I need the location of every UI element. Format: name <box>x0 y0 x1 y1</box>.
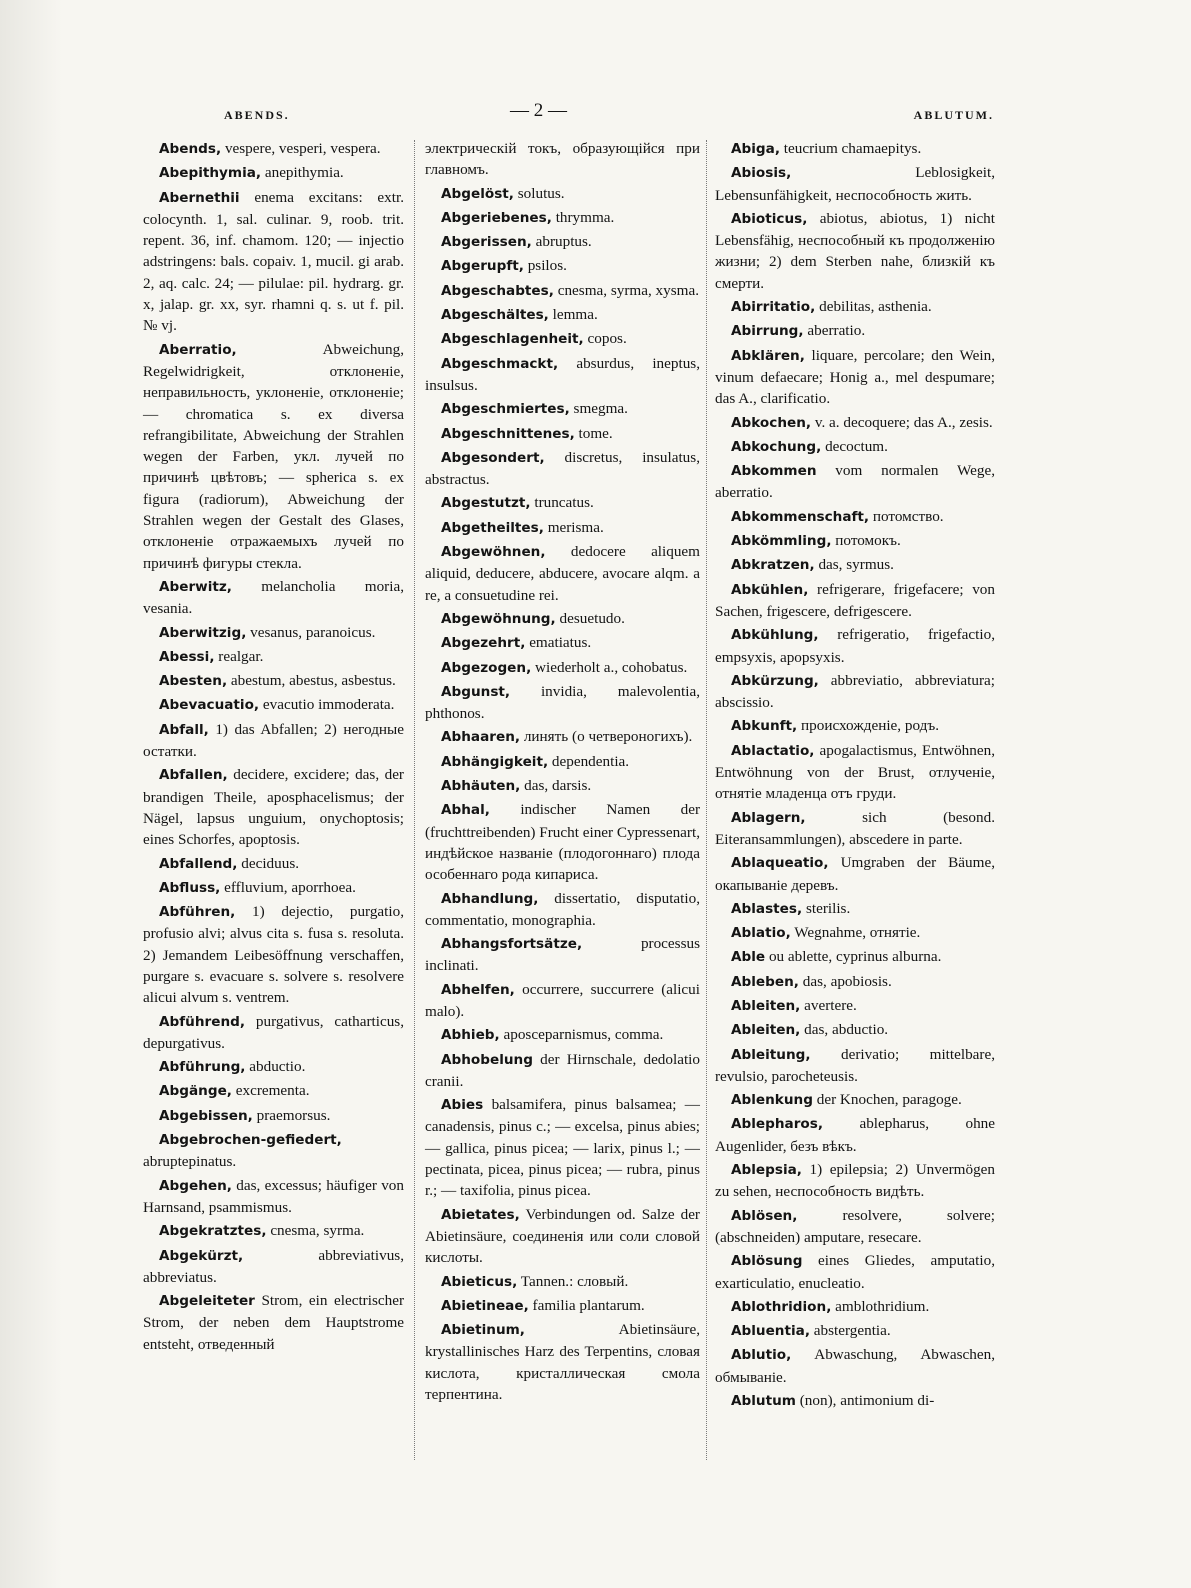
entry-headword: Abernethii <box>159 189 240 206</box>
entry-definition: потомокъ. <box>831 532 901 550</box>
dictionary-entry <box>715 162 995 206</box>
dictionary-entry <box>143 339 404 574</box>
entry-headword: Abietineae, <box>441 1297 529 1314</box>
entry-definition: occurrere, succurrere (alicui malo). <box>425 980 700 1020</box>
entry-headword: Ableiten, <box>731 1022 801 1039</box>
entry-headword: Abgeleiteter <box>159 1293 255 1310</box>
dictionary-entry <box>715 138 995 160</box>
dictionary-entry <box>425 328 700 350</box>
entry-definition: das, abductio. <box>800 1021 889 1039</box>
dictionary-entry <box>715 971 995 993</box>
entry-definition: amblothridium. <box>831 1297 930 1315</box>
entry-headword: Abhal, <box>441 802 490 819</box>
dictionary-entry <box>715 670 995 714</box>
entry-definition: vesanus, paranoicus. <box>246 623 376 641</box>
dictionary-entry <box>425 1204 700 1269</box>
entry-headword: Abhangsfortsätze, <box>441 936 583 953</box>
dictionary-entry <box>425 541 700 606</box>
entry-headword: Abgeschnittenes, <box>441 425 575 442</box>
entry-definition: absurdus, ineptus, insulsus. <box>425 354 700 394</box>
entry-definition: lemma. <box>548 306 598 324</box>
dictionary-entry <box>715 554 995 576</box>
entry-definition: avertere. <box>800 996 857 1014</box>
entry-headword: Abiga, <box>731 141 780 157</box>
dictionary-entry <box>425 207 700 229</box>
dictionary-entry <box>715 320 995 342</box>
dictionary-entry <box>143 1175 404 1219</box>
entry-definition: realgar. <box>214 647 264 665</box>
dictionary-entry <box>143 1129 404 1173</box>
entry-definition: solutus. <box>513 184 565 202</box>
dictionary-entry <box>425 1094 700 1201</box>
entry-definition: линять (о четвероногихъ). <box>520 728 693 746</box>
entry-definition: abruptus. <box>531 233 592 251</box>
dictionary-entry <box>715 898 995 920</box>
entry-headword: Abioticus, <box>731 210 808 227</box>
entry-definition: refrigeratio, frigefactio, empsyxis, apopsyxis. <box>715 626 995 666</box>
dictionary-entry <box>715 1089 995 1111</box>
entry-definition: truncatus. <box>530 494 594 512</box>
dictionary-entry <box>425 775 700 797</box>
dictionary-entry <box>715 208 995 294</box>
dictionary-entry <box>715 530 995 552</box>
entry-headword: Ableitung, <box>731 1046 811 1063</box>
dictionary-entry <box>143 877 404 899</box>
entry-headword: Abgebrochen-gefiedert, <box>159 1132 342 1149</box>
entry-headword: Abkühlung, <box>731 627 819 644</box>
dictionary-entry <box>143 694 404 716</box>
entry-definition: effluvium, aporrhoea. <box>220 878 356 896</box>
entry-headword: Ablothridion, <box>731 1298 832 1315</box>
dictionary-entry <box>715 946 995 968</box>
dictionary-entry <box>425 447 700 491</box>
dictionary-entry <box>715 740 995 805</box>
dictionary-entry <box>715 1296 995 1318</box>
dictionary-entry <box>715 506 995 528</box>
entry-headword: Ablösen, <box>731 1207 798 1224</box>
entry-headword: Abietates, <box>441 1206 520 1223</box>
entry-headword: Ablösung <box>731 1253 803 1270</box>
entry-definition: desuetudo. <box>555 609 625 627</box>
dictionary-entry <box>425 799 700 885</box>
dictionary-entry <box>425 888 700 932</box>
dictionary-entry <box>425 280 700 302</box>
entry-headword: Abiosis, <box>731 165 792 182</box>
dictionary-entry <box>715 1250 995 1294</box>
entry-definition: vom normalen Wege, aberratio. <box>715 462 995 502</box>
entry-headword: Abgewöhnung, <box>441 610 556 627</box>
dictionary-entry <box>425 138 700 181</box>
dictionary-entry <box>143 1056 404 1078</box>
dictionary-entry <box>425 751 700 773</box>
dictionary-entry <box>715 922 995 944</box>
entry-headword: Abietinum, <box>441 1322 525 1339</box>
entry-definition: copos. <box>583 330 627 348</box>
entry-headword: Abhobelung <box>441 1051 533 1068</box>
entry-definition: cnesma, syrma, xysma. <box>553 281 699 299</box>
entry-definition: merisma. <box>543 518 604 536</box>
dictionary-entry <box>143 1080 404 1102</box>
entry-headword: Abgerupft, <box>441 258 524 275</box>
entry-definition: sich (besond. Eiteransammlungen), abscedere in parte. <box>715 808 995 848</box>
entry-headword: Abevacuatio, <box>159 697 260 714</box>
dictionary-entry <box>425 517 700 539</box>
column-divider <box>414 140 415 1460</box>
dictionary-entry <box>143 764 404 850</box>
entry-headword: Abgänge, <box>159 1083 232 1100</box>
entry-definition: invidia, malevolentia, phthonos. <box>425 682 700 723</box>
entry-definition: Umgraben der Bäume, окапываніе деревъ. <box>715 854 995 894</box>
entry-headword: Abgestutzt, <box>441 495 531 512</box>
entry-headword: Abgekürzt, <box>159 1247 244 1264</box>
entry-headword: Abies <box>441 1097 484 1114</box>
dictionary-entry <box>425 1049 700 1093</box>
entry-headword: Abgunst, <box>441 683 511 700</box>
dictionary-entry <box>715 436 995 458</box>
dictionary-entry <box>425 681 700 725</box>
entry-definition: der Hirnschale, dedolatio cranii. <box>425 1050 700 1090</box>
entry-definition: das, excessus; häufiger von Harnsand, psammismus. <box>143 1176 404 1216</box>
entry-definition: abbreviativus, abbreviatus. <box>143 1246 404 1286</box>
entry-definition: электрическій токъ, образующійся при главномъ. <box>425 140 700 179</box>
entry-headword: Abklären, <box>731 347 805 364</box>
entry-definition: apogalactismus, Entwöhnen, Entwöhnung von der Brust, отлученіе, отнятіе младенца отъ груди. <box>715 741 995 803</box>
dictionary-entry <box>143 162 404 184</box>
entry-headword: Abends, <box>159 141 222 157</box>
entry-headword: Ablatio, <box>731 925 791 942</box>
entry-headword: Abgehen, <box>159 1177 232 1194</box>
entry-headword: Abgezogen, <box>441 659 532 676</box>
entry-headword: Abkochung, <box>731 438 822 455</box>
entry-definition: Verbindungen od. Salze der Abietinsäure, соединенія или соли словой кислоты. <box>425 1205 700 1267</box>
dictionary-entry <box>425 1024 700 1046</box>
entry-definition: refrigerare, frigefacere; von Sachen, frigescere, defrigescere. <box>715 580 995 620</box>
dictionary-entry <box>715 715 995 737</box>
entry-definition: abstergentia. <box>809 1322 891 1340</box>
entry-definition: balsamifera, pinus balsamea; — canadensis, pinus c.; — excelsa, pinus abies; — gallica, pinus picea; — larix, pinus l.; — pectinata, picea, pinus picea; — rubra, pinus r.; — taxifolia, pinus picea. <box>425 1096 700 1200</box>
page-number: — 2 — <box>510 100 567 121</box>
entry-headword: Abkommenschaft, <box>731 508 870 525</box>
entry-headword: Abhandlung, <box>441 890 539 907</box>
column-divider <box>706 140 707 1460</box>
entry-headword: Ablagern, <box>731 809 806 826</box>
entry-definition: das, darsis. <box>520 777 592 795</box>
entry-definition: ou ablette, cyprinus alburna. <box>765 948 942 966</box>
entry-definition: tome. <box>574 424 613 442</box>
entry-headword: Abgerissen, <box>441 234 532 251</box>
entry-headword: Abführung, <box>159 1059 246 1076</box>
dictionary-entry <box>143 1220 404 1242</box>
column-3 <box>715 138 995 1414</box>
dictionary-entry <box>425 608 700 630</box>
column-2 <box>425 138 700 1407</box>
entry-headword: Abkochen, <box>731 414 812 431</box>
entry-definition: praemorsus. <box>252 1106 331 1124</box>
dictionary-entry <box>425 632 700 654</box>
entry-definition: 1) das Abfallen; 2) негодные остатки. <box>143 720 404 761</box>
entry-definition: purgativus, catharticus, depurgativus. <box>143 1012 404 1052</box>
dictionary-entry <box>715 1044 995 1088</box>
entry-definition: dedocere aliquem aliquid, deducere, abducere, avocare alqm. a re, a consuetudine rei. <box>425 543 700 604</box>
entry-headword: Abführen, <box>159 904 236 921</box>
entry-definition: excrementa. <box>231 1082 310 1100</box>
entry-headword: Abirrung, <box>731 323 804 340</box>
entry-headword: Abgeschmackt, <box>441 355 559 372</box>
dictionary-entry <box>425 398 700 420</box>
dictionary-entry <box>143 138 404 160</box>
entry-definition: indischer Namen der (fruchttreibenden) Frucht einer Cypressenart, индѣйское названіе (плодогоннаго) плода особеннаго рода кипариса. <box>425 801 700 884</box>
entry-headword: Ablepsia, <box>731 1162 802 1179</box>
dictionary-entry <box>715 807 995 851</box>
entry-definition: decoctum. <box>821 437 888 455</box>
entry-headword: Ablutio, <box>731 1347 792 1364</box>
entry-headword: Abkommen <box>731 463 817 480</box>
entry-definition: abiotus, abiotus, 1) nicht Lebensfähig, неспособный къ продолженію жизни; 2) dem Sterben nahe, близкій къ смерти. <box>715 209 995 292</box>
entry-headword: Abgeschältes, <box>441 307 549 324</box>
entry-headword: Ableiten, <box>731 997 801 1014</box>
entry-definition: der Knochen, paragoge. <box>812 1091 962 1109</box>
dictionary-entry <box>715 995 995 1017</box>
entry-headword: Abesten, <box>159 673 228 690</box>
entry-definition: Abietinsäure, krystallinisches Harz des Terpentins, словая кислота, кристаллическая смола терпентина. <box>425 1321 700 1404</box>
dictionary-entry <box>715 1159 995 1203</box>
entry-headword: Abgesondert, <box>441 449 545 466</box>
dictionary-entry <box>143 1105 404 1127</box>
entry-definition: abbreviatio, abbreviatura; abscissio. <box>715 671 995 712</box>
entry-headword: Abkühlen, <box>731 581 809 598</box>
dictionary-entry <box>715 1113 995 1157</box>
entry-headword: Abkunft, <box>731 718 798 735</box>
dictionary-entry <box>715 1205 995 1249</box>
entry-definition: 1) dejectio, purgatio, profusio alvi; alvus cita s. fusa s. resoluta. 2) Jemandem Leibesöffnung verschaffen, purgare s. evacuare s. solvere s. resolvere alicui alvum s. ventrem. <box>143 903 404 1007</box>
entry-definition: processus inclinati. <box>425 935 700 975</box>
entry-headword: Abessi, <box>159 648 215 665</box>
dictionary-entry <box>425 304 700 326</box>
dictionary-entry <box>143 853 404 875</box>
dictionary-entry <box>425 231 700 253</box>
entry-definition: discretus, insulatus, abstractus. <box>425 448 700 489</box>
dictionary-entry <box>715 345 995 410</box>
entry-headword: Abhängigkeit, <box>441 753 549 770</box>
entry-headword: Abirritatio, <box>731 299 816 316</box>
page-edge-shade <box>0 0 62 1588</box>
entry-definition: aberratio. <box>803 322 866 340</box>
entry-definition: (non), antimonium di- <box>795 1392 935 1410</box>
running-head-right: ABLUTUM. <box>913 108 994 122</box>
entry-definition: Leblosigkeit, Lebensunfähigkeit, неспособность жить. <box>715 164 995 204</box>
entry-headword: Aberwitz, <box>159 578 232 595</box>
entry-definition: Wegnahme, отнятіе. <box>790 924 921 942</box>
entry-headword: Abgetheiltes, <box>441 519 544 536</box>
entry-headword: Abführend, <box>159 1013 246 1030</box>
dictionary-entry <box>425 492 700 514</box>
entry-definition: ematiatus. <box>525 634 592 652</box>
entry-headword: Ablutum <box>731 1393 796 1410</box>
dictionary-entry <box>143 719 404 763</box>
entry-headword: Abgelöst, <box>441 185 514 202</box>
entry-headword: Able <box>731 949 766 966</box>
entry-headword: Abfall, <box>159 721 209 738</box>
entry-headword: Abfluss, <box>159 879 221 896</box>
entry-headword: Abhelfen, <box>441 981 515 998</box>
entry-definition: debilitas, asthenia. <box>815 298 932 316</box>
entry-headword: Abhaaren, <box>441 729 521 746</box>
entry-definition: cnesma, syrma. <box>266 1222 365 1240</box>
dictionary-entry <box>715 1019 995 1041</box>
page-header <box>138 100 1000 126</box>
entry-headword: Abkratzen, <box>731 557 815 574</box>
entry-definition: smegma. <box>569 400 628 418</box>
entry-headword: Abhäuten, <box>441 778 521 795</box>
dictionary-entry <box>143 1245 404 1289</box>
dictionary-entry <box>715 296 995 318</box>
entry-headword: Abgeschmiertes, <box>441 401 570 418</box>
entry-headword: Abkürzung, <box>731 672 819 689</box>
entry-definition: abestum, abestus, asbestus. <box>227 672 396 690</box>
dictionary-entry <box>715 624 995 668</box>
dictionary-entry <box>715 412 995 434</box>
entry-headword: Ablaqueatio, <box>731 855 829 872</box>
dictionary-entry <box>715 1390 995 1412</box>
dictionary-entry <box>715 1344 995 1388</box>
dictionary-entry <box>425 657 700 679</box>
dictionary-entry <box>715 1320 995 1342</box>
entry-definition: потомство. <box>869 507 944 525</box>
entry-definition: das, syrmus. <box>814 556 894 574</box>
entry-definition: psilos. <box>523 257 567 275</box>
entry-headword: Abhieb, <box>441 1027 500 1044</box>
entry-definition: liquare, percolare; den Wein, vinum defaecare; Honig a., mel despumare; das A., clarificatio. <box>715 346 995 408</box>
dictionary-entry <box>143 622 404 644</box>
entry-definition: abductio. <box>245 1058 306 1076</box>
dictionary-entry <box>425 1319 700 1405</box>
entry-definition: eines Gliedes, amputatio, exarticulatio, enucleatio. <box>715 1252 995 1292</box>
entry-definition: thrymma. <box>551 208 615 226</box>
entry-definition: Strom, ein electrischer Strom, der neben dem Hauptstrome entsteht, отведенный <box>143 1292 404 1353</box>
entry-definition: sterilis. <box>802 899 851 917</box>
entry-definition: wiederholt a., cohobatus. <box>531 658 688 676</box>
entry-definition: teucrium chamaepitys. <box>779 140 922 157</box>
entry-definition: vespere, vesperi, vespera. <box>221 140 381 157</box>
dictionary-entry <box>425 423 700 445</box>
entry-headword: Abfallen, <box>159 767 228 784</box>
dictionary-entry <box>143 901 404 1008</box>
dictionary-entry <box>143 646 404 668</box>
dictionary-entry <box>143 576 404 620</box>
entry-definition: melancholia moria, vesania. <box>143 577 404 618</box>
entry-headword: Aberratio, <box>159 341 237 358</box>
running-head-left: ABENDS. <box>224 108 290 122</box>
dictionary-entry <box>425 1295 700 1317</box>
entry-definition: deciduus. <box>237 854 300 872</box>
entry-definition: das, apobiosis. <box>798 972 892 990</box>
dictionary-entry <box>143 1290 404 1355</box>
entry-definition: enema excitans: extr. colocynth. 1, sal. culinar. 9, roob. trit. repent. 36, inf. chamom. 120; — injectio adstringens: bals. copaiv. 1, mucil. gi arab. 2, aq. calc. 24; — pilulae: pil. hydrarg. gr. x, jalap. gr. xx, syr. rhamni q. s. ut f. pil. № vj. <box>143 188 404 335</box>
entry-headword: Abfallend, <box>159 855 238 872</box>
dictionary-entry <box>143 187 404 337</box>
dictionary-entry <box>425 353 700 397</box>
entry-headword: Abgezehrt, <box>441 635 526 652</box>
entry-definition: dissertatio, disputatio, commentatio, monographia. <box>425 889 700 929</box>
entry-definition: resolvere, solvere; (abschneiden) amputare, resecare. <box>715 1206 995 1246</box>
entry-definition: familia plantarum. <box>528 1296 645 1314</box>
dictionary-entry <box>425 255 700 277</box>
entry-definition: Abweichung, Regelwidrigkeit, отклоненіе, неправильность, уклоненіе, отклоненіе; — chromatica s. ex diversa refrangibilitate, Abweichung der Strahlen wegen der Farben, укл. лучей по причинѣ цвѣтовъ; — spherica s. ex figura (radiorum), Abweichung der Strahlen wegen der Gestalt des Glases, отклоненіе отражаемыхъ лучей по причинѣ фигуры стекла. <box>143 340 404 572</box>
dictionary-entry <box>715 579 995 623</box>
entry-headword: Ableben, <box>731 973 799 990</box>
dictionary-entry <box>425 726 700 748</box>
entry-headword: Ablactatio, <box>731 742 815 759</box>
entry-headword: Abgebissen, <box>159 1107 253 1124</box>
entry-definition: ablepharus, ohne Augenlider, безъ вѣкъ. <box>715 1115 995 1155</box>
entry-definition: decidere, excidere; das, der brandigen Theile, aposphacelismus; der Nägel, lapsus unguium, onychoptosis; eines Schorfes, apoptosis. <box>143 766 404 849</box>
entry-headword: Ablastes, <box>731 900 803 917</box>
entry-definition: Tannen.: словый. <box>517 1272 629 1290</box>
entry-headword: Abieticus, <box>441 1273 518 1290</box>
entry-definition: Abwaschung, Abwaschen, обмываніе. <box>715 1346 995 1386</box>
dictionary-entry <box>425 979 700 1023</box>
dictionary-entry <box>425 1271 700 1293</box>
entry-definition: evacutio immoderata. <box>259 696 395 714</box>
entry-headword: Abgeriebenes, <box>441 209 552 226</box>
entry-headword: Abgeschabtes, <box>441 282 554 299</box>
entry-headword: Abepithymia, <box>159 165 262 182</box>
entry-headword: Ablepharos, <box>731 1116 824 1133</box>
entry-definition: происхожденіе, родъ. <box>797 717 940 735</box>
entry-headword: Abkömmling, <box>731 533 832 550</box>
entry-definition: abruptepinatus. <box>143 1153 237 1171</box>
entry-definition: aposceparnismus, comma. <box>499 1026 664 1044</box>
entry-definition: v. a. decoquere; das A., zesis. <box>811 413 993 431</box>
dictionary-entry <box>715 852 995 896</box>
dictionary-entry <box>143 1011 404 1055</box>
entry-definition: 1) epilepsia; 2) Unvermögen zu sehen, неспособность видѣть. <box>715 1161 995 1201</box>
entry-headword: Abgeschlagenheit, <box>441 331 584 348</box>
entry-headword: Aberwitzig, <box>159 624 247 641</box>
entry-headword: Abgekratztes, <box>159 1223 267 1240</box>
entry-headword: Ablenkung <box>731 1092 813 1109</box>
dictionary-entry <box>425 933 700 977</box>
entry-headword: Abluentia, <box>731 1323 810 1340</box>
entry-definition: derivatio; mittelbare, revulsio, parocheteusis. <box>715 1045 995 1085</box>
dictionary-entry <box>143 670 404 692</box>
dictionary-entry <box>715 460 995 504</box>
entry-definition: dependentia. <box>548 752 630 770</box>
entry-headword: Abgewöhnen, <box>441 544 546 561</box>
column-1 <box>143 138 404 1357</box>
entry-definition: anepithymia. <box>261 164 344 182</box>
dictionary-entry <box>425 183 700 205</box>
